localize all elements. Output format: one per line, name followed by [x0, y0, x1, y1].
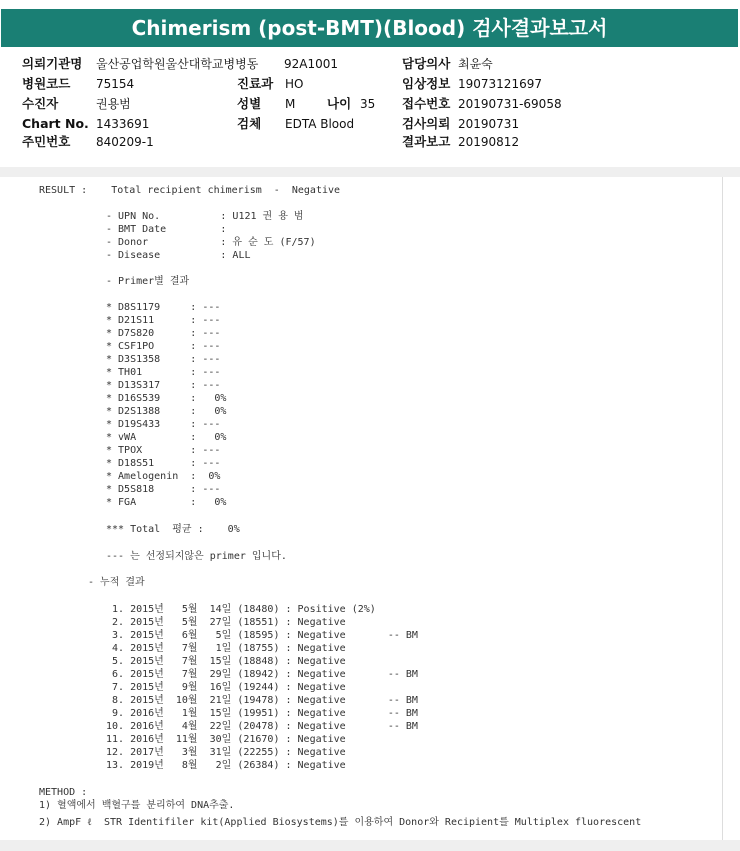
info-bmt-date: - BMT Date :	[106, 224, 227, 235]
info-disease: - Disease : ALL	[106, 250, 251, 261]
method-step-1: 1) 혈액에서 백혈구를 분리하여 DNA추출.	[39, 800, 235, 811]
cumulative-row: 10. 2016년 4월 22일 (20478) : Negative -- BM	[106, 721, 418, 732]
primer-row: * D7S820 : ---	[106, 328, 221, 339]
cumulative-row: 9. 2016년 1월 15일 (19951) : Negative -- BM	[106, 708, 418, 719]
value-department: HO	[285, 77, 304, 91]
value-sex: M	[285, 97, 296, 111]
label-clinical-info: 임상정보	[402, 76, 451, 91]
report-title: Chimerism (post-BMT)(Blood) 검사결과보고서	[1, 9, 738, 47]
primer-row: * Amelogenin : 0%	[106, 471, 221, 482]
patient-info-header	[0, 52, 740, 164]
primer-row: * TH01 : ---	[106, 367, 221, 378]
scanned-report	[20, 177, 723, 840]
label-chart-no: Chart No.	[22, 116, 89, 131]
primer-title: - Primer별 결과	[106, 276, 190, 287]
cumulative-row: 13. 2019년 8월 2일 (26384) : Negative	[106, 760, 346, 771]
cumulative-row: 5. 2015년 7월 15일 (18848) : Negative	[106, 656, 346, 667]
label-hospital-code: 병원코드	[22, 76, 71, 91]
value-report-date: 20190812	[458, 135, 520, 149]
method-title: METHOD :	[39, 787, 88, 798]
value-receipt-no: 20190731-69058	[458, 97, 562, 111]
primer-row: * D8S1179 : ---	[106, 302, 221, 313]
value-request-date: 20190731	[458, 117, 520, 131]
value-specimen: EDTA Blood	[285, 117, 355, 131]
primer-row: * CSF1PO : ---	[106, 341, 221, 352]
primer-row: * D2S1388 : 0%	[106, 406, 227, 417]
primer-row: * D18S51 : ---	[106, 458, 221, 469]
label-report-date: 결과보고	[402, 134, 451, 149]
result-line: RESULT : Total recipient chimerism - Negative	[39, 185, 341, 196]
value-age: 35	[360, 97, 376, 111]
info-donor: - Donor : 유 순 도 (F/57)	[106, 237, 316, 248]
info-upn: - UPN No. : U121 권 용 범	[106, 211, 304, 222]
cumulative-row: 11. 2016년 11월 30일 (21670) : Negative	[106, 734, 346, 745]
label-department: 진료과	[237, 76, 274, 91]
value-patient: 권용범	[96, 97, 131, 111]
section-divider	[0, 167, 740, 177]
bottom-divider	[0, 840, 740, 851]
method-step-2: 2) AmpF ℓ STR Identifiler kit(Applied Biosystems)를 이용하여 Donor와 Recipient를 Multiplex fluorescent	[39, 817, 642, 828]
primer-row: * D3S1358 : ---	[106, 354, 221, 365]
primer-row: * D16S539 : 0%	[106, 393, 227, 404]
primer-row: * D21S11 : ---	[106, 315, 221, 326]
primer-row: * FGA : 0%	[106, 497, 227, 508]
cumulative-title: - 누적 결과	[88, 577, 145, 588]
label-institution: 의뢰기관명	[22, 56, 83, 71]
cumulative-row: 12. 2017년 3월 31일 (22255) : Negative	[106, 747, 346, 758]
cumulative-row: 7. 2015년 9월 16일 (19244) : Negative	[106, 682, 346, 693]
value-clinical-info: 19073121697	[458, 77, 542, 91]
cumulative-row: 8. 2015년 10월 21일 (19478) : Negative -- BM	[106, 695, 418, 706]
cumulative-row: 6. 2015년 7월 29일 (18942) : Negative -- BM	[106, 669, 418, 680]
value-hospital-code: 75154	[96, 77, 135, 91]
label-age: 나이	[327, 96, 352, 111]
primer-row: * TPOX : ---	[106, 445, 221, 456]
cumulative-row: 4. 2015년 7월 1일 (18755) : Negative	[106, 643, 346, 654]
value-resident-no: 840209-1	[96, 135, 154, 149]
label-resident-no: 주민번호	[22, 134, 71, 149]
value-ward-code: 92A1001	[284, 57, 339, 71]
label-sex: 성별	[237, 96, 262, 111]
cumulative-row: 1. 2015년 5월 14일 (18480) : Positive (2%)	[106, 604, 376, 615]
label-request-date: 검사의뢰	[402, 116, 451, 131]
value-institution: 울산공업학원울산대학교병병동	[96, 57, 259, 71]
label-doctor: 담당의사	[402, 56, 451, 71]
total-average: *** Total 평균 : 0%	[106, 524, 240, 535]
primer-note: --- 는 선정되지않은 primer 입니다.	[106, 551, 287, 562]
primer-row: * vWA : 0%	[106, 432, 227, 443]
label-receipt-no: 접수번호	[402, 96, 451, 111]
label-specimen: 검체	[237, 116, 262, 131]
value-doctor: 최윤숙	[458, 57, 493, 71]
label-patient: 수진자	[22, 96, 59, 111]
cumulative-row: 2. 2015년 5월 27일 (18551) : Negative	[106, 617, 346, 628]
primer-row: * D13S317 : ---	[106, 380, 221, 391]
primer-row: * D19S433 : ---	[106, 419, 221, 430]
value-chart-no: 1433691	[96, 117, 150, 131]
primer-row: * D5S818 : ---	[106, 484, 221, 495]
cumulative-row: 3. 2015년 6월 5일 (18595) : Negative -- BM	[106, 630, 418, 641]
